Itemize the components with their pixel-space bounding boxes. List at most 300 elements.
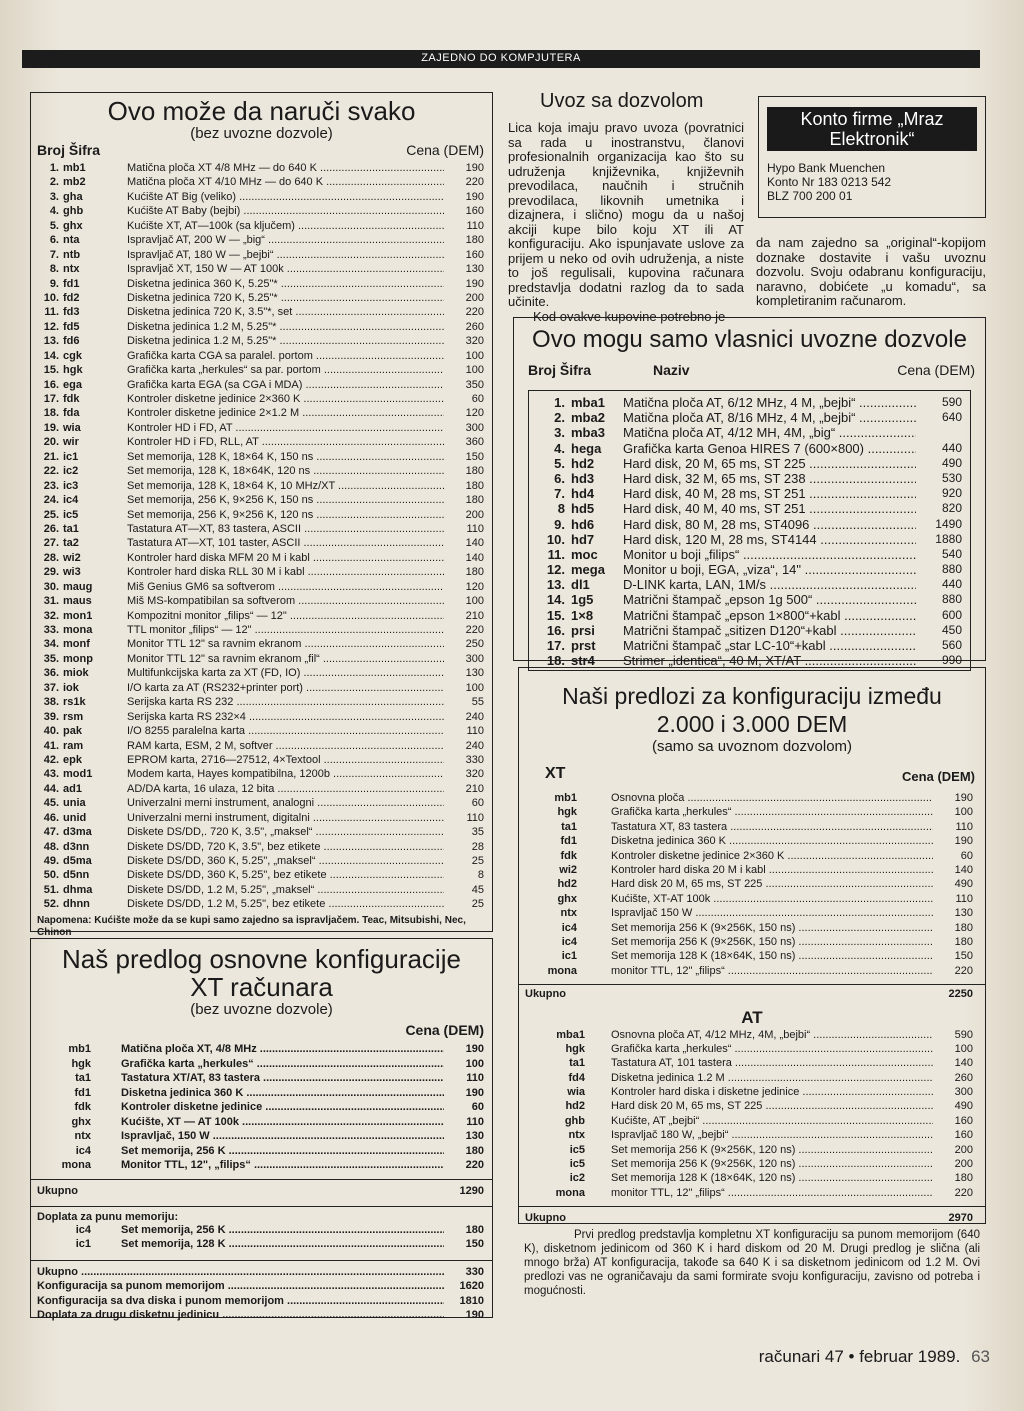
- table-row: [527, 1099, 973, 1113]
- proposal-at-rows: [527, 1028, 973, 1201]
- item-number: 35.: [43, 652, 59, 665]
- table-row: [37, 349, 484, 363]
- item-price: 180: [954, 935, 973, 948]
- proposal-at-total-value: 2970: [948, 1212, 973, 1225]
- item-price: 180: [465, 465, 484, 478]
- item-code: ic4: [75, 1144, 91, 1157]
- item-description: Kontroler HD i FD, RLL, AT .....: [127, 435, 444, 449]
- item-description: Kontroler disketne jedinice .....: [121, 1100, 444, 1114]
- import-text-2: Kod ovakve kupovine potrebno je: [533, 308, 726, 324]
- table-row: [37, 753, 484, 767]
- item-code: d3nn: [63, 840, 90, 853]
- item-description: Ispravljač AT, 180 W — „bejbi“ .....: [127, 248, 444, 262]
- table-row: [37, 681, 484, 695]
- item-price: 100: [465, 595, 484, 608]
- table-row: [533, 608, 962, 623]
- item-price: 110: [955, 892, 973, 905]
- item-number: 4.: [554, 440, 565, 456]
- item-code: ic3: [63, 479, 79, 492]
- account-text: da nam zajedno sa „original“-kopijom doznake dostavite i vašu uvoznu dozvolu. Svoju odabranu konfiguraciju, naravno, dobićete „u komadu“, sa kompletiranim računarom.: [756, 235, 986, 308]
- item-number: 18.: [43, 407, 59, 420]
- item-price: 490: [941, 455, 962, 470]
- item-number: 22.: [43, 465, 59, 478]
- item-number: 27.: [43, 537, 59, 550]
- item-code: 1g5: [571, 592, 594, 608]
- list2-col-price: Cena (DEM): [897, 362, 975, 378]
- proposal-xt-rows: [527, 791, 973, 978]
- item-price: 300: [954, 1086, 973, 1099]
- item-code: hgk: [565, 1042, 585, 1055]
- list2-rows: [528, 390, 971, 671]
- account-blz: BLZ 700 200 01: [767, 189, 853, 203]
- summary-row: [37, 1265, 484, 1279]
- item-number: 3.: [554, 425, 565, 441]
- table-row: [533, 547, 962, 562]
- item-number: 43.: [43, 768, 59, 781]
- item-price: 360: [465, 436, 484, 449]
- item-price: 220: [465, 624, 484, 636]
- item-code: ad1: [63, 782, 82, 795]
- item-number: 42.: [43, 753, 59, 766]
- item-code: iok: [63, 681, 79, 694]
- item-code: fdk: [560, 849, 577, 862]
- proposal-xt-total: [525, 987, 973, 1001]
- table-row: [37, 1100, 484, 1115]
- item-price: 150: [954, 950, 973, 963]
- item-description: Strimer „identica“, 40 M, XT/AT .....: [623, 653, 916, 668]
- basic-title-2: XT računara: [190, 972, 333, 1002]
- item-description: Disketna jedinica 360 K, 5.25"* .....: [127, 277, 444, 291]
- item-code: hd2: [571, 455, 595, 471]
- table-row: [527, 935, 973, 949]
- item-description: Set memorija 128 K (18×64K, 150 ns) .....: [611, 949, 933, 963]
- item-description: Kućište XT, AT—100k (sa ključem) .....: [127, 219, 444, 233]
- summary-row: [37, 1308, 484, 1322]
- item-price: 320: [465, 768, 484, 781]
- list1-col-price: Cena (DEM): [406, 142, 484, 158]
- item-price: 540: [941, 546, 962, 561]
- item-code: ic4: [75, 1223, 91, 1236]
- item-code: ghb: [564, 1114, 585, 1127]
- item-description: Osnovna ploča AT, 4/12 MHz, 4M, „bejbi“ .....: [611, 1028, 933, 1042]
- table-row: [527, 791, 973, 805]
- proposal-box: [518, 667, 986, 1224]
- item-number: 32.: [43, 609, 59, 622]
- item-number: 5.: [49, 219, 59, 232]
- item-number: 11.: [547, 546, 565, 562]
- table-row: [527, 1186, 973, 1200]
- item-price: 180: [954, 1172, 973, 1185]
- item-number: 5.: [554, 455, 565, 471]
- item-description: Disketna jedinica 720 K, 3.5"*, set .....: [127, 305, 444, 319]
- item-description: Grafička karta „herkules“ .....: [611, 1042, 933, 1056]
- table-row: [533, 456, 962, 471]
- item-code: pak: [63, 725, 82, 738]
- table-row: [37, 739, 484, 753]
- item-description: Univerzalni merni instrument, analogni .....: [127, 796, 444, 810]
- item-price: 330: [465, 753, 484, 766]
- item-code: wia: [63, 421, 81, 434]
- table-row: [37, 161, 484, 175]
- table-row: [533, 441, 962, 456]
- item-code: nta: [63, 234, 80, 247]
- item-price: 110: [466, 1115, 484, 1128]
- item-number: 34.: [43, 638, 59, 651]
- item-description: Diskete DS/DD, 360 K, 5.25", bez etikete .....: [127, 868, 444, 882]
- table-row: [37, 421, 484, 435]
- item-description: monitor TTL, 12" „filips“ .....: [611, 1186, 933, 1200]
- item-description: Matrični štampač „epson 1×800“+kabl .....: [623, 608, 916, 623]
- item-price: 190: [465, 190, 484, 203]
- item-price: 25: [471, 855, 484, 867]
- item-description: Matična ploča XT 4/8 MHz — do 640 K .....: [127, 161, 444, 175]
- table-row: [37, 724, 484, 738]
- item-code: hd4: [571, 486, 595, 502]
- item-code: fd4: [568, 1071, 585, 1084]
- table-row: [527, 964, 973, 978]
- proposal-xt-divider: [519, 984, 985, 985]
- item-description: Disketna jedinica 1.2 M, 5.25"* .....: [127, 334, 444, 348]
- item-price: 990: [941, 653, 962, 668]
- table-row: [37, 767, 484, 781]
- table-row: [533, 517, 962, 532]
- item-code: dl1: [571, 577, 590, 593]
- list2-col-name: Naziv: [653, 362, 690, 378]
- item-number: 6.: [554, 470, 565, 486]
- item-code: ic4: [63, 494, 79, 507]
- table-row: [37, 840, 484, 854]
- table-row: [37, 666, 484, 680]
- item-number: 50.: [43, 869, 59, 882]
- summary-price: 1810: [459, 1294, 484, 1307]
- item-description: Monitor TTL 12" sa ravnim ekranom .....: [127, 637, 444, 651]
- item-number: 8.: [49, 263, 59, 276]
- item-description: Ispravljač 150 W .....: [611, 906, 933, 920]
- item-number: 20.: [43, 436, 59, 449]
- basic-extra-label: Doplata za punu memoriju:: [37, 1210, 179, 1223]
- item-code: ic4: [561, 935, 577, 948]
- item-number: 23.: [43, 479, 59, 492]
- item-price: 120: [465, 407, 484, 420]
- item-price: 490: [954, 878, 973, 891]
- item-code: mb1: [68, 1043, 91, 1055]
- item-description: EPROM karta, 2716—27512, 4×Textool .....: [127, 753, 444, 767]
- item-description: Kućište, XT-AT 100k .....: [611, 892, 933, 906]
- item-price: 60: [471, 393, 484, 405]
- basic-total: [37, 1184, 484, 1198]
- proposal-text: Prvi predlog predstavlja kompletnu XT konfiguraciju sa punom memorijom (640 K), disketnom jedinicom od 360 K i hard diskom od 20 M. Drugi predlog je slična (ali mnogo brža) AT konfiguracija, takođe sa 640 K i sa disketnom jedinicom od 1.2 M. Ovi predlozi vas ne ograničavaju da sami formirate svoju konfiguraciju, zavisno od potreba i mogućnosti.: [524, 1229, 980, 1297]
- item-price: 60: [960, 849, 973, 862]
- table-row: [37, 248, 484, 262]
- item-code: ic5: [569, 1158, 585, 1171]
- item-description: Set memorija, 128 K, 18×64 K, 150 ns .....: [127, 450, 444, 464]
- item-code: unia: [63, 797, 86, 810]
- item-price: 200: [954, 1143, 973, 1156]
- table-row: [37, 219, 484, 233]
- item-code: mona: [61, 1159, 91, 1171]
- table-row: [37, 1086, 484, 1101]
- item-code: prsi: [571, 622, 595, 638]
- item-description: Monitor u boji, EGA, „viza“, 14" .....: [623, 562, 916, 577]
- table-row: [533, 623, 962, 638]
- item-number: 45.: [43, 797, 59, 810]
- item-price: 440: [941, 577, 962, 592]
- item-price: 220: [465, 176, 484, 189]
- item-description: Tastatura AT—XT, 83 tastera, ASCII .....: [127, 522, 444, 536]
- list2-header: [528, 362, 975, 380]
- item-number: 11.: [44, 306, 59, 319]
- item-code: fd5: [63, 320, 80, 333]
- list1-col-no: Broj Šifra: [37, 142, 101, 158]
- summary-price: 330: [465, 1265, 484, 1278]
- item-price: 110: [955, 820, 973, 833]
- item-code: epk: [63, 753, 82, 766]
- table-row: [37, 883, 484, 897]
- item-number: 17.: [546, 638, 565, 653]
- item-code: maug: [63, 580, 93, 593]
- account-box: [758, 96, 986, 218]
- item-number: 12.: [43, 320, 59, 333]
- item-code: ram: [63, 739, 84, 752]
- item-price: 190: [954, 792, 973, 804]
- item-description: Osnovna ploča .....: [611, 791, 933, 805]
- proposal-at-total: [525, 1211, 973, 1225]
- item-code: hd3: [571, 470, 595, 486]
- table-row: [37, 305, 484, 319]
- item-number: 14.: [43, 349, 59, 362]
- table-row: [37, 623, 484, 637]
- item-number: 28.: [43, 551, 59, 564]
- item-code: cgk: [63, 349, 82, 362]
- item-code: rsm: [63, 710, 84, 723]
- table-row: [37, 277, 484, 291]
- item-code: fda: [63, 407, 80, 420]
- item-code: ghx: [71, 1115, 91, 1128]
- list1-rows: [37, 161, 484, 912]
- item-description: Kućište AT Big (veliko) .....: [127, 190, 444, 204]
- item-price: 60: [471, 797, 484, 810]
- item-number: 25.: [43, 508, 59, 521]
- item-description: Kontroler hard diska MFM 20 M i kabl .....: [127, 551, 444, 565]
- item-price: 100: [954, 1042, 973, 1055]
- item-description: Matična ploča XT, 4/8 MHz .....: [121, 1042, 444, 1056]
- item-description: Kontroler disketne jedinice 2×360 K .....: [127, 392, 444, 406]
- summary-row: [37, 1294, 484, 1308]
- table-row: [533, 577, 962, 592]
- table-row: [37, 782, 484, 796]
- table-row: [37, 479, 484, 493]
- item-number: 33.: [43, 624, 59, 636]
- item-description: Grafička karta CGA sa paralel. portom .....: [127, 349, 444, 363]
- item-price: 200: [954, 1158, 973, 1171]
- item-code: ntx: [74, 1130, 91, 1142]
- item-description: Serijska karta RS 232×4 .....: [127, 710, 444, 724]
- item-number: 48.: [43, 840, 59, 853]
- item-code: wir: [63, 436, 79, 449]
- table-row: [527, 1085, 973, 1099]
- summary-price: 1620: [459, 1280, 484, 1293]
- item-description: Kontroler hard diska i disketne jedinice .....: [611, 1085, 933, 1099]
- item-number: 26.: [43, 522, 59, 535]
- item-code: fd1: [560, 835, 577, 848]
- item-price: 100: [954, 806, 973, 819]
- item-description: D-LINK karta, LAN, 1M/s .....: [623, 577, 916, 592]
- item-description: Multifunkcijska karta za XT (FD, IO) .....: [127, 666, 444, 680]
- table-row: [37, 450, 484, 464]
- table-row: [37, 435, 484, 449]
- item-number: 52.: [43, 898, 59, 911]
- item-code: hd6: [571, 516, 595, 532]
- item-code: ic4: [561, 921, 577, 934]
- item-description: Tastatura XT, 83 tastera .....: [611, 820, 933, 834]
- item-price: 150: [465, 1238, 484, 1251]
- item-description: Kontroler hard diska 20 M i kabl .....: [611, 863, 933, 877]
- import-section: [508, 90, 744, 324]
- item-description: Grafička karta Genoa HIRES 7 (600×800) .....: [623, 441, 916, 456]
- item-price: 260: [465, 320, 484, 333]
- item-code: hgk: [557, 806, 577, 819]
- item-code: ta1: [561, 820, 577, 833]
- table-row: [533, 532, 962, 547]
- table-row: [37, 536, 484, 550]
- footer-text: računari 47 • februar 1989.: [758, 1347, 961, 1366]
- table-row: [527, 949, 973, 963]
- table-row: [527, 1071, 973, 1085]
- item-price: 300: [465, 421, 484, 434]
- item-price: 180: [465, 494, 484, 507]
- table-row: [533, 562, 962, 577]
- item-code: ic1: [75, 1238, 91, 1251]
- table-row: [527, 1114, 973, 1128]
- item-description: Grafička karta „herkules“ sa par. portom .....: [127, 363, 444, 377]
- item-code: fd6: [63, 335, 80, 348]
- item-code: hd5: [571, 501, 595, 517]
- table-row: [37, 1071, 484, 1086]
- item-number: 2.: [49, 176, 59, 189]
- item-price: 110: [466, 522, 484, 535]
- item-code: rs1k: [63, 696, 86, 709]
- price-list-general: [30, 92, 493, 938]
- item-description: Disketna jedinica 360 K .....: [611, 834, 933, 848]
- item-price: 130: [465, 1130, 484, 1142]
- item-code: ghx: [63, 219, 83, 232]
- table-row: [527, 1171, 973, 1185]
- table-row: [533, 410, 962, 425]
- table-row: [37, 580, 484, 594]
- item-code: miok: [63, 667, 89, 680]
- item-description: Diskete DS/DD, 1.2 M, 5.25", „maksel“ .....: [127, 883, 444, 897]
- item-code: d5ma: [63, 855, 92, 867]
- item-number: 1.: [49, 162, 59, 174]
- item-price: 55: [471, 696, 484, 709]
- item-number: 13.: [546, 577, 565, 593]
- item-number: 7.: [49, 248, 59, 261]
- item-description: AD/DA karta, 16 ulaza, 12 bita .....: [127, 782, 444, 796]
- proposal-at-divider: [519, 1206, 985, 1207]
- item-description: Kompozitni monitor „filips“ — 12" .....: [127, 609, 444, 623]
- item-description: Set memorija 256 K (9×256K, 150 ns) .....: [611, 935, 933, 949]
- item-number: 19.: [43, 421, 59, 434]
- item-price: 590: [941, 395, 962, 409]
- item-price: 600: [941, 607, 962, 622]
- item-description: Matrični štampač „star LC-10“+kabl .....: [623, 638, 916, 653]
- item-code: gha: [63, 190, 83, 203]
- item-price: 110: [466, 219, 484, 232]
- table-row: [527, 921, 973, 935]
- item-code: maus: [63, 595, 92, 608]
- item-description: Disketna jedinica 1.2 M .....: [611, 1071, 933, 1085]
- item-number: 9.: [554, 516, 565, 532]
- item-description: Set memorija 128 K (18×64K, 120 ns) .....: [611, 1171, 933, 1185]
- item-description: Kontroler hard diska RLL 30 M i kabl .....: [127, 565, 444, 579]
- item-price: 590: [954, 1028, 973, 1041]
- item-description: Set memorija 256 K (9×256K, 120 ns) .....: [611, 1157, 933, 1171]
- item-number: 30.: [43, 580, 59, 593]
- item-price: 160: [954, 1129, 973, 1142]
- item-number: 9.: [49, 277, 59, 290]
- item-description: Kućište, AT „bejbi“ .....: [611, 1114, 933, 1128]
- item-code: mb1: [63, 162, 86, 174]
- item-description: Disketna jedinica 1.2 M, 5.25"* .....: [127, 320, 444, 334]
- item-code: mba1: [571, 395, 605, 410]
- table-row: [527, 1143, 973, 1157]
- list2-title: Ovo mogu samo vlasnici uvozne dozvole: [532, 326, 967, 353]
- table-row: [37, 868, 484, 882]
- table-row: [37, 652, 484, 666]
- item-price: 200: [465, 291, 484, 304]
- item-number: 6.: [49, 234, 59, 247]
- page-footer: [660, 1347, 990, 1367]
- item-price: 880: [941, 592, 962, 607]
- item-number: 16.: [546, 622, 565, 638]
- basic-summary: [37, 1265, 484, 1323]
- item-code: hgk: [71, 1057, 91, 1070]
- item-code: ega: [63, 378, 82, 391]
- item-code: ic5: [569, 1143, 585, 1156]
- proposal-subtitle: (samo sa uvoznom dozvolom): [651, 738, 853, 755]
- item-description: Tastatura AT—XT, 101 taster, ASCII .....: [127, 536, 444, 550]
- item-number: 13.: [43, 335, 59, 348]
- item-price: 130: [465, 667, 484, 680]
- item-number: 12.: [546, 562, 565, 578]
- item-code: prst: [571, 638, 596, 653]
- table-row: [37, 1129, 484, 1144]
- item-price: 1880: [935, 531, 962, 546]
- item-description: Hard disk 20 M, 65 ms, ST 225 .....: [611, 1099, 933, 1113]
- table-row: [37, 710, 484, 724]
- section-header-bar: [22, 50, 980, 68]
- proposal-title-1: Naši predlozi za konfiguraciju između: [562, 683, 942, 709]
- item-description: Diskete DS/DD, 1.2 M, 5.25", bez etikete .....: [127, 897, 444, 911]
- item-code: mba2: [571, 410, 605, 426]
- item-code: mona: [555, 1186, 585, 1199]
- basic-rows: [37, 1042, 484, 1173]
- item-code: fd3: [63, 306, 80, 319]
- item-number: 18.: [546, 653, 565, 669]
- table-row: [533, 501, 962, 516]
- item-price: 210: [465, 609, 484, 622]
- item-price: 180: [954, 921, 973, 934]
- section-header-title: ZAJEDNO DO KOMPJUTERA: [421, 52, 581, 64]
- item-description: Kontroler HD i FD, AT .....: [127, 421, 444, 435]
- table-row: [37, 175, 484, 189]
- summary-row: [37, 1279, 484, 1293]
- table-row: [37, 204, 484, 218]
- item-price: 1490: [935, 516, 962, 531]
- item-code: ic2: [569, 1172, 585, 1185]
- item-number: 40.: [43, 725, 59, 738]
- item-price: 190: [465, 1086, 484, 1099]
